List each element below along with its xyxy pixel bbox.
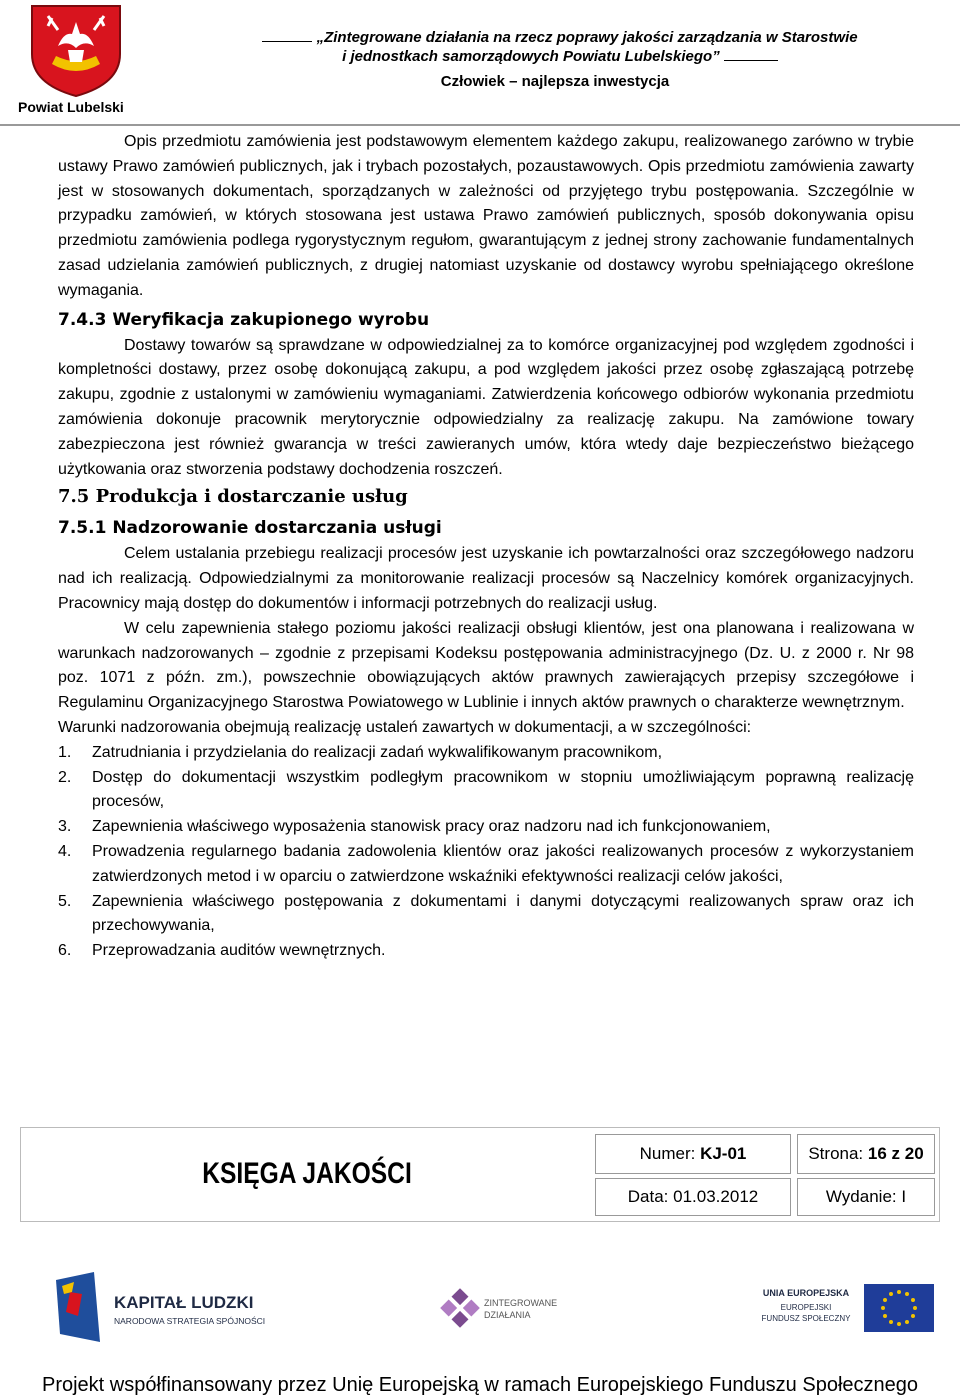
funding-logos — [0, 1258, 960, 1358]
cofinancing-note: Projekt współfinansowany przez Unię Europejską w ramach Europejskiego Funduszu Społecznego — [41, 1374, 919, 1396]
list-item — [58, 766, 914, 816]
page-number-label: Strona: — [808, 1144, 864, 1163]
page-header — [0, 0, 960, 125]
page-number-value: 16 z 20 — [867, 1144, 924, 1163]
zintegrowane-dzialania-logo-icon — [440, 1286, 570, 1330]
list-item-text: Zapewnienia właściwego wyposażenia stanowisk pracy oraz nadzoru nad ich funkcjonowaniem, — [92, 818, 771, 836]
list-item — [58, 741, 914, 766]
list-item-text: Dostęp do dokumentacji wszystkim podległym pracownikom w stopniu umożliwiającym poprawną realizację procesów, — [92, 768, 914, 811]
powiat-lubelski-crest-icon — [28, 4, 124, 98]
list-item — [58, 939, 914, 964]
section-heading-7-5-1: 7.5.1 Nadzorowanie dostarczania usługi — [58, 518, 442, 539]
list-item-text: Przeprowadzania auditów wewnętrznych. — [92, 942, 386, 960]
zd-line1: ZINTEGROWANE — [484, 1298, 558, 1308]
kapital-ludzki-logo-icon — [56, 1272, 306, 1342]
list-item — [58, 840, 914, 890]
header-divider — [0, 124, 960, 126]
zd-line2: DZIAŁANIA — [484, 1310, 531, 1320]
conditions-list — [58, 741, 914, 964]
list-item-text: Prowadzenia regularnego badania zadowolenia klientów oraz jakości realizowanych procesów z wykorzystaniem zatwierdzonych metod i w oparciu o zatwierdzone wskaźniki efektywności realizacji celów jakości, — [92, 842, 914, 885]
intro-paragraph: Opis przedmiotu zamówienia jest podstawowym elementem każdego zakupu, realizowanego zarówno w trybie ustawy Prawo zamówień publicznych, jak i trybach pozostałych, pozaustawowych. Opis przedmiotu zamówienia zawarty jest w stosowanych dokumentach, sporządzanych w zależności od przyjętego trybu postępowania. Szczególnie w przypadku zamówień, w których stosowana jest ustawa Prawo zamówień publicznych, sposób dokonywania opisu przedmiotu zamówienia podlega rygorystycznym regułom, gwarantującym z jednej strony zachowanie fundamentalnych zasad udzielania zamówień publicznych, z drugiej natomiast uzyskanie od dostawcy wyrobu spełniającego określone wymagania. — [58, 133, 914, 299]
document-number-cell — [595, 1134, 791, 1174]
document-footer-table — [20, 1127, 940, 1222]
unia-europejska-logo-icon — [752, 1280, 938, 1340]
list-item-number: 5. — [58, 892, 72, 910]
document-title: KSIĘGA JAKOŚCI — [202, 1157, 412, 1190]
list-item-number: 3. — [58, 818, 72, 836]
paragraph-7-5-1-b: W celu zapewnienia stałego poziomu jakości realizacji obsługi klientów, jest ona planowana i realizowana w warunkach nadzorowanych – zgodnie z przepisami Kodeksu postępowania administracyjnego (Dz. U. z 2000 r. Nr 98 poz. 1071 z późn. zm.), powszechnie obowiązujących aktów prawnych zawierających przepisy szczegółowe i Regulaminu Organizacyjnego Starostwa Powiatowego w Lublinie i innych aktów prawnych o charakterze wewnętrznym. — [58, 619, 914, 712]
list-item-number: 6. — [58, 942, 72, 960]
document-date-value: 01.03.2012 — [673, 1187, 759, 1206]
list-item — [58, 890, 914, 940]
ue-line1: UNIA EUROPEJSKA — [762, 1288, 850, 1298]
document-body — [58, 130, 914, 964]
crest-caption: Powiat Lubelski — [18, 99, 124, 115]
list-item-number: 2. — [58, 768, 72, 786]
project-motto: Człowiek – najlepsza inwestycja — [440, 73, 670, 90]
document-date-label: Data: — [627, 1187, 669, 1206]
list-item-text: Zatrudniania i przydzielania do realizacji zadań wykwalifikowanym pracownikom, — [92, 743, 663, 761]
page-number-cell — [797, 1134, 935, 1174]
kl-title: KAPITAŁ LUDZKI — [114, 1293, 254, 1312]
list-item — [58, 815, 914, 840]
project-title — [180, 28, 940, 66]
ue-line2: EUROPEJSKI — [780, 1303, 832, 1312]
document-number-label: Numer: — [639, 1144, 696, 1163]
section-heading-7-5: 7.5 Produkcja i dostarczanie usług — [58, 486, 408, 508]
document-number-value: KJ-01 — [700, 1144, 747, 1163]
paragraph-7-5-1-c: Warunki nadzorowania obejmują realizację ustaleń zawartych w dokumentacji, a w szczególności: — [58, 718, 752, 736]
kl-subtitle: NARODOWA STRATEGIA SPÓJNOŚCI — [114, 1316, 266, 1326]
document-date-cell — [595, 1178, 791, 1216]
edition-cell — [797, 1178, 935, 1216]
paragraph-7-4-3: Dostawy towarów są sprawdzane w odpowiedzialnej za to komórce organizacyjnej pod względem zgodności i kompletności dostawy, przez osobę dokonującą zakupu, a pod względem jakości przez osobę zgłaszającą potrzebę zakupu, zgodnie z ustalonymi w zamówieniu wymaganiami. Zatwierdzenia końcowego odbiorów wykonania przedmiotu zamówienia dokonuje pracownik merytorycznie odpowiedzialny za realizację zakupu. Na zamówione towary zabezpieczona jest również gwarancja w treści zawieranych umów, która wtedy daje bezpieczeństwo bieżącego użytkowania oraz stworzenia podstawy dochodzenia roszczeń. — [58, 336, 914, 478]
edition-label: Wydanie: — [825, 1187, 897, 1206]
ue-line3: FUNDUSZ SPOŁECZNY — [761, 1314, 851, 1323]
project-title-line2: i jednostkach samorządowych Powiatu Lubelskiego” — [342, 48, 720, 65]
paragraph-7-5-1-a: Celem ustalania przebiegu realizacji procesów jest uzyskanie ich powtarzalności oraz szczegółowego nadzoru nad ich realizacją. Odpowiedzialnymi za monitorowanie realizacji procesów są Naczelnicy komórek organizacyjnych. Pracownicy mają dostęp do dokumentów i informacji potrzebnych do realizacji usług. — [58, 545, 914, 612]
list-item-text: Zapewnienia właściwego postępowania z dokumentami i danymi dotyczącymi realizowanych spraw oraz ich przechowywania, — [92, 892, 914, 935]
edition-value: I — [901, 1187, 907, 1206]
list-item-number: 4. — [58, 842, 72, 860]
list-item-number: 1. — [58, 743, 72, 761]
section-heading-7-4-3: 7.4.3 Weryfikacja zakupionego wyrobu — [58, 309, 430, 330]
project-title-line1: „Zintegrowane działania na rzecz poprawy jakości zarządzania w Starostwie — [316, 29, 858, 46]
